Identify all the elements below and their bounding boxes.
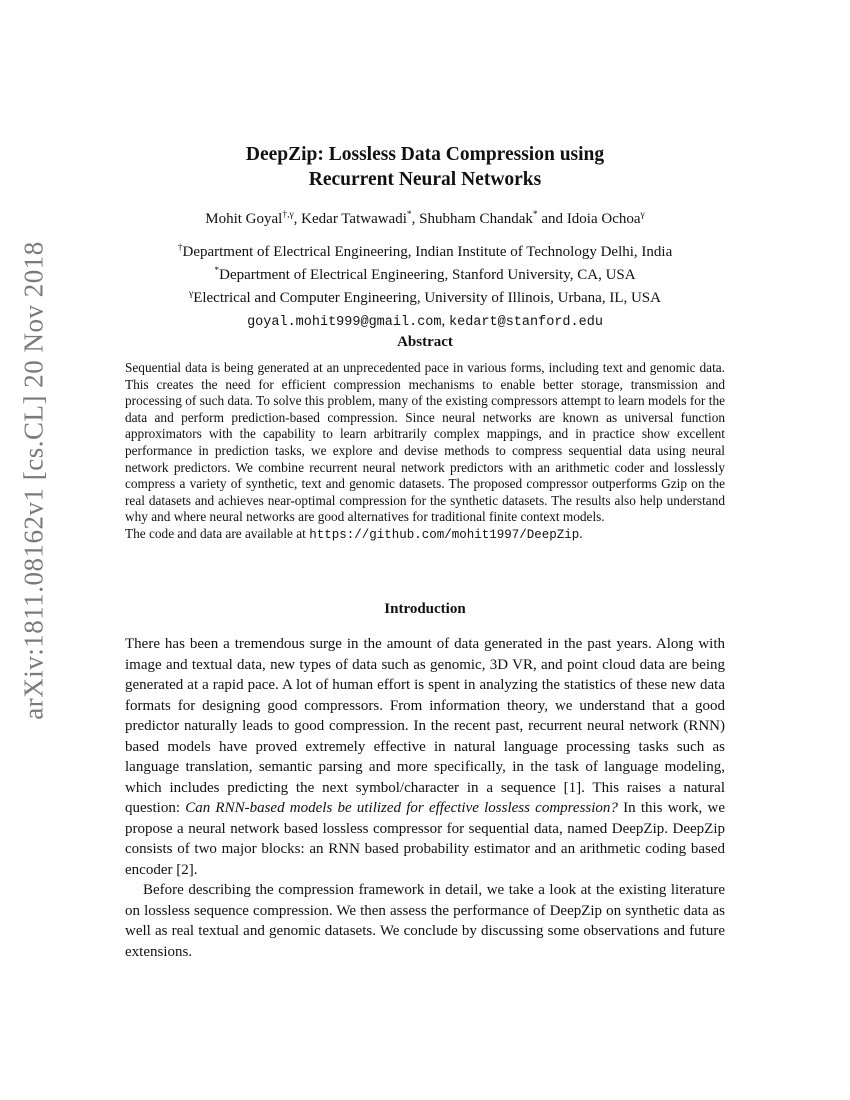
author-affiliation-mark: γ	[640, 210, 645, 220]
introduction-paragraph-text: In this work, we propose a neural network based lossless compressor for sequential data, named DeepZip. DeepZip consists of two major blocks: an RNN based probability estimator and an arithmetic coding based encoder [2].	[125, 800, 725, 878]
abstract-body	[125, 360, 725, 544]
introduction-body	[125, 634, 725, 962]
author-affiliation-mark: *	[532, 210, 538, 220]
author-name: Shubham Chandak	[419, 211, 533, 227]
introduction-heading: Introduction	[384, 601, 466, 617]
author	[301, 211, 411, 227]
author-list	[80, 211, 770, 228]
author	[205, 211, 293, 227]
author-emails	[80, 310, 770, 334]
author-affiliation-mark: *	[406, 210, 412, 220]
email-separator: ,	[441, 313, 449, 329]
arxiv-identifier-stamp	[8, 240, 60, 720]
author-name: Kedar Tatwawadi	[301, 211, 407, 227]
author-separator: ,	[293, 211, 302, 227]
arxiv-identifier-text: arXiv:1811.08162v1 [cs.CL] 20 Nov 2018	[18, 240, 49, 720]
research-question: Can RNN-based models be utilized for effective lossless compression?	[185, 800, 618, 816]
introduction-paragraph	[125, 634, 725, 880]
paper-title	[125, 142, 725, 192]
author	[419, 211, 538, 227]
paper-title-line-2: Recurrent Neural Networks	[308, 169, 542, 190]
email-address: kedart@stanford.edu	[449, 315, 603, 330]
introduction-paragraph-text: There has been a tremendous surge in the amount of data generated in the past years. Along with image and textual data, new types of data such as genomic, 3D VR, and point cloud data are being generated at a rapid pace. A lot of human effort is spent in analyzing the statistics of these new data formats for designing good compressors. From information theory, we understand that a good predictor naturally leads to good compression. In the recent past, recurrent neural network (RNN) based models have proved extremely effective in natural language processing tasks such as language translation, semantic parsing and more specifically, in the task of language modeling, which includes predicting the next symbol/character in a sequence [1]. This raises a natural question:	[125, 636, 725, 816]
author-name: Mohit Goyal	[205, 211, 283, 227]
paper-title-line-1: DeepZip: Lossless Data Compression using	[245, 144, 605, 165]
affiliation-text: Department of Electrical Engineering, Stanford University, CA, USA	[219, 267, 636, 283]
introduction-paragraph: Before describing the compression framework in detail, we take a look at the existing literature on lossless sequence compression. We then assess the performance of DeepZip on synthetic data as well as real textual and genomic datasets. We conclude by discussing some observations and future extensions.	[125, 882, 725, 960]
affiliation-mark: γ	[188, 289, 194, 299]
affiliation-list	[80, 241, 770, 334]
affiliation	[80, 241, 770, 264]
affiliation-text: Department of Electrical Engineering, Indian Institute of Technology Delhi, India	[182, 244, 673, 260]
affiliation	[80, 287, 770, 310]
author	[567, 211, 645, 227]
code-availability-line	[125, 526, 725, 544]
affiliation-mark: †	[177, 243, 183, 253]
code-availability-suffix: .	[579, 525, 583, 541]
affiliation-mark: *	[214, 266, 220, 276]
author-separator: ,	[411, 211, 420, 227]
author-affiliation-mark: †,γ	[282, 210, 294, 220]
affiliation	[80, 264, 770, 287]
author-separator: and	[537, 211, 567, 227]
abstract-heading: Abstract	[397, 334, 453, 350]
affiliation-text: Electrical and Computer Engineering, University of Illinois, Urbana, IL, USA	[193, 290, 661, 306]
author-name: Idoia Ochoa	[566, 211, 641, 227]
code-url-link[interactable]: https://github.com/mohit1997/DeepZip	[309, 527, 580, 542]
code-availability-prefix: The code and data are available at	[125, 525, 310, 541]
abstract-paragraph: Sequential data is being generated at an unprecedented pace in various forms, including text and genomic data. This creates the need for efficient compression mechanisms to enable better storage, transmission and processing of such data. To solve this problem, many of the existing compressors attempt to learn models for the data and perform prediction-based compression. Since neural networks are known as universal function approximators with the capability to learn arbitrarily complex mappings, and in practice show excellent performance in prediction tasks, we explore and devise methods to compress sequential data using neural network predictors. We combine recurrent neural network predictors with an arithmetic coder and losslessly compress a variety of synthetic, text and genomic datasets. The proposed compressor outperforms Gzip on the real datasets and achieves near-optimal compression for the synthetic datasets. The results also help understand why and where neural networks are good alternatives for traditional finite context models.	[125, 360, 725, 525]
email-address: goyal.mohit999@gmail.com	[247, 315, 442, 330]
